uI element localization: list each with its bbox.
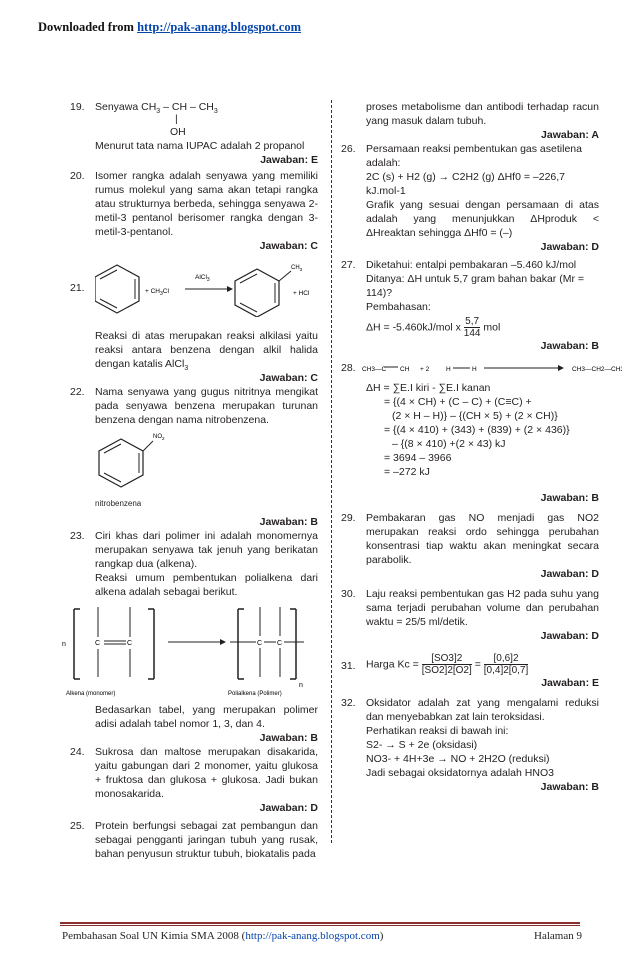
question-32: 32. Oksidator adalah zat yang mengalami reduksi dan menyebabkan zat lain teroksidasi. Perhatikan reaksi di bawah ini: S2- → S + 2e (oksidasi) NO3- + 4H+3e → NO + 2H2O (reduksi) Jadi sebagai oksidatornya adalah HNO3 Jawaban: B — [341, 697, 599, 793]
page-number: Halaman 9 — [534, 930, 582, 942]
answer-23: Jawaban: B — [259, 732, 318, 744]
question-24: 24. Sukrosa dan maltose merupakan disakarida, yaitu gabungan dari 2 monomer, yaitu glukosa + fruktosa dan glukosa + glukosa. Jadi bukan monosakarida. Jawaban: D — [70, 746, 318, 814]
svg-text:AlCl3: AlCl$_3$ — [195, 274, 210, 283]
alkylation-reaction-diagram — [95, 259, 323, 317]
question-31: 31. Harga Kc = $\frac{[SO3]2}{[SO2]2[O2]}$ = $\frac{[0,6]2}{[0,4]2[0,7]}$ Jawaban: E — [341, 653, 599, 689]
source-link[interactable]: http://pak-anang.blogspot.com — [137, 20, 302, 34]
polymerization-diagram — [60, 599, 310, 699]
answer-32: Jawaban: B — [540, 781, 599, 793]
answer-29: Jawaban: D — [540, 568, 599, 580]
question-19: 19. Senyawa $CH_3$ – CH – $CH_3$ | OH Menurut tata nama IUPAC adalah 2 propanol Jawaban: E — [70, 101, 318, 166]
answer-25: Jawaban: A — [541, 129, 599, 141]
svg-text:n: n — [62, 641, 66, 648]
question-29: 29. Pembakaran gas NO menjadi gas NO2 merupakan reaksi ordo sehingga perubahan konsentrasi tiap waktu akan meningkat secara parabolik. Jawaban: D — [341, 512, 599, 580]
answer-31: Jawaban: E — [541, 677, 599, 689]
footer-rule-thin — [60, 925, 580, 926]
question-22: 22. Nama senyawa yang gugus nitritnya mengikat pada senyawa benzena merupakan turunan benzena dengan nama nitrobenzena. $NO_2$ nitrobenzena Jawaban: B — [70, 386, 318, 528]
svg-text:+ CH3Cl: + $CH_3Cl$ — [145, 288, 169, 297]
question-27: 27. Diketahui: entalpi pembakaran –5.460 kJ/mol Ditanya: ΔH untuk 5,7 gram bahan bakar (Mr = 114)? Pembahasan: ΔH = -5.460kJ/mol x $\frac{5,7}{144}$ mol Jawaban: B — [341, 259, 599, 352]
kc-fraction: $\frac{[SO3]2}{[SO2]2[O2]}$ — [421, 653, 472, 676]
question-21: 21. + $CH_3Cl$ AlCl$_3$ $CH_3$ + HCl Reaksi di atas merupakan reaksi alkilasi yaitu reaksi antara benzena dengan alkil halida dengan katalis AlCl$_3$ Jawaban: C — [70, 259, 318, 385]
answer-24: Jawaban: D — [259, 802, 318, 814]
svg-text:C: C — [127, 640, 133, 647]
svg-text:n: n — [299, 682, 303, 689]
svg-text:+ HCl: + HCl — [293, 290, 310, 297]
svg-text:CH3—C: CH3—C — [362, 366, 387, 373]
answer-28: Jawaban: B — [540, 492, 599, 504]
answer-27: Jawaban: B — [540, 340, 599, 352]
answer-20: Jawaban: C — [259, 240, 318, 252]
kc-value-fraction: $\frac{[0,6]2}{[0,4]2[0,7]}$ — [483, 653, 529, 676]
svg-text:H: H — [446, 366, 451, 373]
svg-text:CH3: $CH_3$ — [291, 265, 303, 272]
footer-link[interactable]: http://pak-anang.blogspot.com — [245, 930, 380, 942]
column-divider — [331, 100, 332, 843]
fraction: $\frac{5,7}{144}$ — [463, 316, 481, 339]
question-28: 28. CH3—C CH + 2 H H CH3—CH2—CH3 ΔH = ∑E.I kiri - ∑E.I kanan = {(4 × CH) + (C – C) + (C≡C) + (2 × H – H)} – {(CH × 5) + (2 × CH)} = {(4 × 410) + (343) + (839) + (2 × 436)} – {(8 × 410) +(2 × 43) kJ = 3694 – 3966 = –272 kJ Jawaban: B — [341, 361, 599, 505]
question-30: 30. Laju reaksi pembentukan gas H2 pada suhu yang sama terjadi perubahan volume dan perubahan waktu = 25/5 ml/detik. Jawaban: D — [341, 588, 599, 642]
question-26: 26. Persamaan reaksi pembentukan gas asetilena adalah: 2C (s) + H2 (g) → C2H2 (g) ΔHf0 = –226,7 kJ.mol-1 Grafik yang sesuai dengan persamaan di atas adalah yang menunjukkan ΔHproduk < ΔHreaktan sehingga ΔHf0 = (–) Jawaban: D — [341, 143, 599, 253]
svg-text:C: C — [95, 640, 101, 647]
svg-text:CH: CH — [400, 366, 410, 373]
download-source: Downloaded from http://pak-anang.blogspot.com — [38, 20, 302, 34]
question-20: 20. Isomer rangka adalah senyawa yang memiliki rumus molekul yang sama akan tetapi rangka atau strukturnya berbeda, sehingga senyawa 2-metil-3 pentanol berisomer rangka dengan 3-metil-3-pentanol. Jawaban: C — [70, 170, 318, 252]
svg-text:H: H — [472, 366, 477, 373]
svg-text:C: C — [277, 640, 283, 647]
answer-26: Jawaban: D — [540, 241, 599, 253]
svg-text:Polialkena (Polimer): Polialkena (Polimer) — [228, 691, 282, 697]
hydrogenation-reaction — [362, 361, 622, 377]
answer-22: Jawaban: B — [259, 516, 318, 528]
answer-21: Jawaban: C — [259, 372, 318, 384]
nitrobenzene-structure — [95, 427, 205, 497]
svg-text:NO2: $NO_2$ — [153, 434, 165, 441]
svg-text:+ 2: + 2 — [420, 366, 430, 373]
question-23: 23. Ciri khas dari polimer ini adalah monomernya merupakan senyawa tak jenuh yang berikatan rangkap dua (alkena). Reaksi umum pembentukan polialkena dari alkena adalah sebagai berikut. — [70, 530, 318, 598]
page-footer: Pembahasan Soal UN Kimia SMA 2008 (http://pak-anang.blogspot.com) Halaman 9 — [62, 930, 582, 942]
answer-30: Jawaban: D — [540, 630, 599, 642]
question-25: 25. Protein berfungsi sebagai zat pembangun dan sebagai pengganti jaringan tubuh yang rusak, bahan penyusun struktur tubuh, biokatalis pada — [70, 820, 318, 860]
svg-text:CH3—CH2—CH3: CH3—CH2—CH3 — [572, 366, 622, 373]
right-column: proses metabolisme dan antibodi terhadap racun yang masuk dalam tubuh. Jawaban: A 26. Persamaan reaksi pembentukan gas asetilena adalah: 2C (s) + H2 (g) → C2H2 (g) ΔHf0 = –226,7 kJ.mol-1 Grafik yang sesuai dengan persamaan di atas adalah yang menunjukkan ΔHproduk < ΔHreaktan sehingga ΔHf0 = (–) Jawaban: D 27. Diketahui: entalpi pembakaran –5.460 kJ/mol Ditanya: ΔH untuk 5,7 gram bahan bakar (Mr = 114)? Pembahasan: ΔH = -5.460kJ/mol x $\frac{5,7}{144}$ mol Jawaban: B 28. CH3—C CH + 2 H H CH3—CH2—CH3 ΔH = ∑E.I kiri - ∑E.I kanan = {(4 × CH) + (C – C) + (C≡C) + (2 × H – H)} – {(CH × 5) + (2 × CH)} = {(4 × 410) + (343) + (839) + (2 × 436)} – {(8 × 410) +(2 × 43) kJ = 3694 – 3966 = –272 kJ Jawaban: B 29. Pembakaran gas NO menjadi gas NO2 merupakan reaksi ordo sehingga perubahan konsentrasi tiap waktu akan meningkat secara parabolik. Jawaban: D 30. Laju reaksi pembentukan gas H2 pada suhu yang sama terjadi perubahan volume dan perubahan waktu = 25/5 ml/detik. Jawaban: D 31. Harga Kc = $\frac{[SO3]2}{[SO2]2[O2]}$ = $\frac{[0,6]2}{[0,4]2[0,7]}$ Jawaban: E 32. Oksidator adalah zat yang mengalami reduksi dan menyebabkan zat lain teroksidasi. Perhatikan reaksi di bawah ini: S2- → S + 2e (oksidasi) NO3- + 4H+3e → NO + 2H2O (reduksi) Jadi sebagai oksidatornya adalah HNO3 Jawaban: B — [341, 100, 599, 794]
answer-19: Jawaban: E — [260, 154, 318, 166]
left-column: 19. Senyawa $CH_3$ – CH – $CH_3$ | OH Menurut tata nama IUPAC adalah 2 propanol Jawaban: E 20. Isomer rangka adalah senyawa yang memiliki rumus molekul yang sama akan tetapi rangka atau strukturnya berbeda, sehingga senyawa 2-metil-3 pentanol berisomer rangka dengan 3-metil-3-pentanol. Jawaban: C 21. + $CH_3Cl$ AlCl$_3$ $CH_3$ + HCl Reaksi di atas merupakan reaksi alkilasi yaitu reaksi antara benzena dengan alkil halida dengan katalis AlCl$_3$ Jawaban: C 22. Nama senyawa yang gugus nitritnya mengikat pada senyawa benzena merupakan turunan benzena dengan nama nitrobenzena. $NO_2$ nitrobenzena Jawaban: B 23. Ciri khas dari polimer ini adalah monomernya merupakan senyawa tak jenuh yang berikatan rangkap dua (alkena). Reaksi umum pembentukan polialkena dari alkena adalah sebagai berikut. n C C C C n Alkena (monomer) Polialkena (Polimer) Bedasarkan tabel, yang merupakan polimer adisi adalah tabel nomor 1, 3, dan 4. Jawaban: B 24. Sukrosa dan maltose merupakan disakarida, yaitu gabungan dari 2 monomer, yaitu glukosa + fruktosa dan glukosa + glukosa. Jadi bukan monosakarida. Jawaban: D 25. Protein berfungsi sebagai zat pembangun dan sebagai pengganti jaringan tubuh yang rusak, bahan penyusun struktur tubuh, biokatalis pada — [70, 100, 318, 861]
footer-rule — [60, 922, 580, 924]
svg-text:Alkena (monomer): Alkena (monomer) — [66, 691, 116, 697]
svg-text:C: C — [257, 640, 263, 647]
